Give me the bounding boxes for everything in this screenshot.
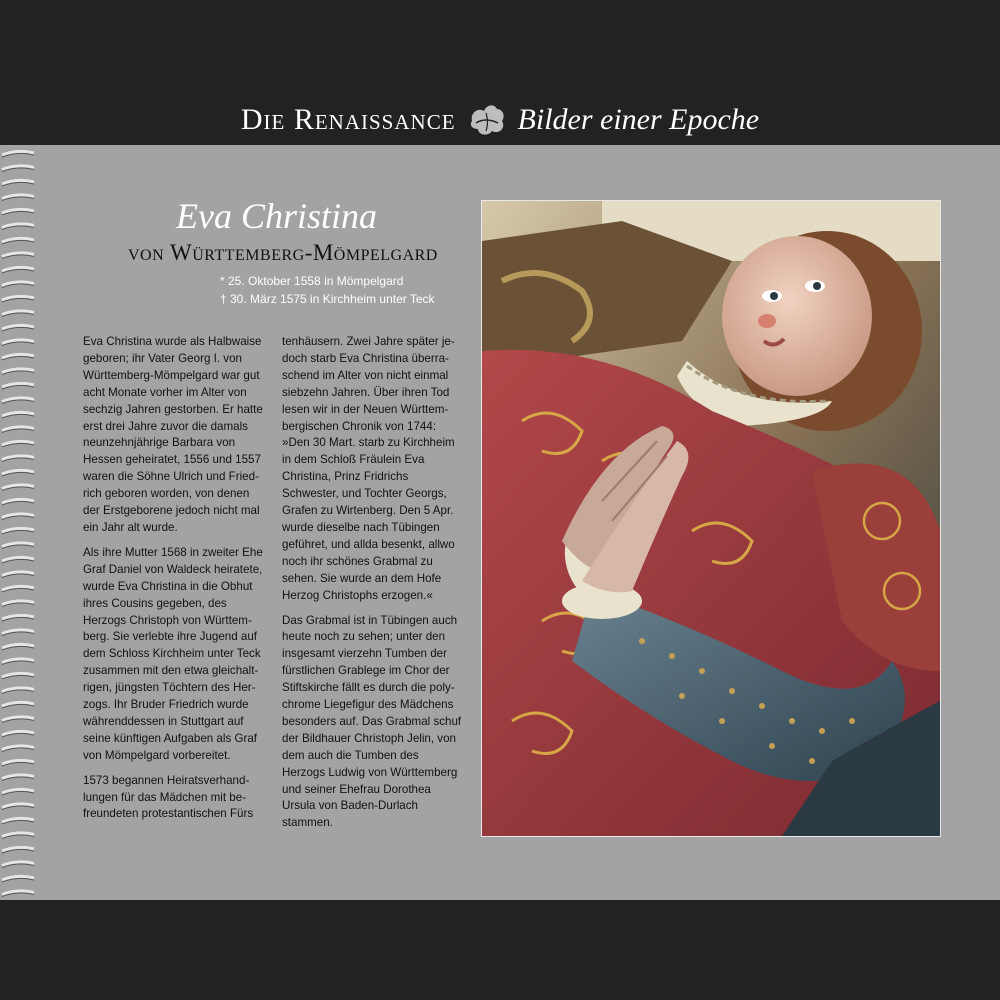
page-subtitle: von Württemberg-Mömpelgard xyxy=(128,240,438,265)
series-subtitle: Bilder einer Epoche xyxy=(517,103,760,136)
spiral-binding xyxy=(0,145,40,900)
series-header xyxy=(0,95,1000,145)
bottom-band xyxy=(0,900,1000,1000)
effigy-illustration xyxy=(482,201,940,836)
tomb-effigy-photo xyxy=(481,200,941,837)
page-title: Eva Christina xyxy=(176,196,378,236)
paragraph: Eva Christina wurde als Halbwaise geboren; ihr Vater Georg I. von Württemberg-Mömpelgard war gut acht Monate vorher im Alter von sechzig Jahren gestorben. Er hatte erst drei Jahre zuvor die damals neunzehnjährige Barbara von Hessen geheiratet, 1556 und 1557 waren die Söhne Ulrich und Friedrich geboren worden, von denen der Erstgeborene jedoch nicht mal ein Jahr alt wurde. xyxy=(83,335,263,534)
paragraph: tenhäusern. Zwei Jahre später jedoch starb Eva Christina überraschend im Alter von nicht einmal siebzehn Jahren. Über ihren Tod lesen wir in der Neuen Württembergischen Chronik von 1744: »Den 30 Mart. starb zu Kirchheim in dem Schloß Fräulein Eva Christina, Prinz Fridrichs Schwester, und Tochter Georgs, Grafen zu Wirtenberg. Den 5 Apr. wurde dieselbe nach Tübingen geführet, und allda besenkt, allwo noch ihr schönes Grabmal zu sehen. Sie wurde an dem Hofe Herzog Christophs erzogen.« xyxy=(282,335,455,602)
text-column-1 xyxy=(83,334,265,831)
death-date: † 30. März 1575 in Kirchheim unter Teck xyxy=(220,292,435,306)
text-column-2 xyxy=(282,334,462,840)
paragraph: Das Grabmal ist in Tübingen auch heute noch zu sehen; unter den insgesamt vierzehn Tumben der fürstlichen Grablege im Chor der Stiftskirche fällt es durch die polychrome Liegefigur des Mädchens besonders auf. Das Grabmal schuf der Bildhauer Christoph Jelin, von dem auch die Tumben des Herzogs Ludwig von Württemberg und seiner Ehefrau Dorothea Ursula von Baden-Durlach stammen. xyxy=(282,613,462,830)
life-dates xyxy=(220,272,435,308)
leaf-ornament-icon xyxy=(466,101,508,139)
series-title: Die Renaissance xyxy=(240,103,456,136)
birth-date: * 25. Oktober 1558 in Mömpelgard xyxy=(220,274,404,288)
paragraph: Als ihre Mutter 1568 in zweiter Ehe Graf Daniel von Waldeck heiratete, wurde Eva Christina in die Obhut ihres Cousins gegeben, des Herzogs Christoph von Württemberg. Sie verlebte ihre Jugend auf dem Schloss Kirchheim unter Teck zusammen mit den etwa gleichaltrigen, jüngsten Töchtern des Herzogs. Ihr Bruder Friedrich wurde währenddessen in Stuttgart auf seine künftigen Aufgaben als Graf von Mömpelgard vorbereitet. xyxy=(83,545,263,762)
paragraph: 1573 begannen Heiratsverhandlungen für das Mädchen mit befreundeten protestantischen Fürs xyxy=(83,773,254,821)
